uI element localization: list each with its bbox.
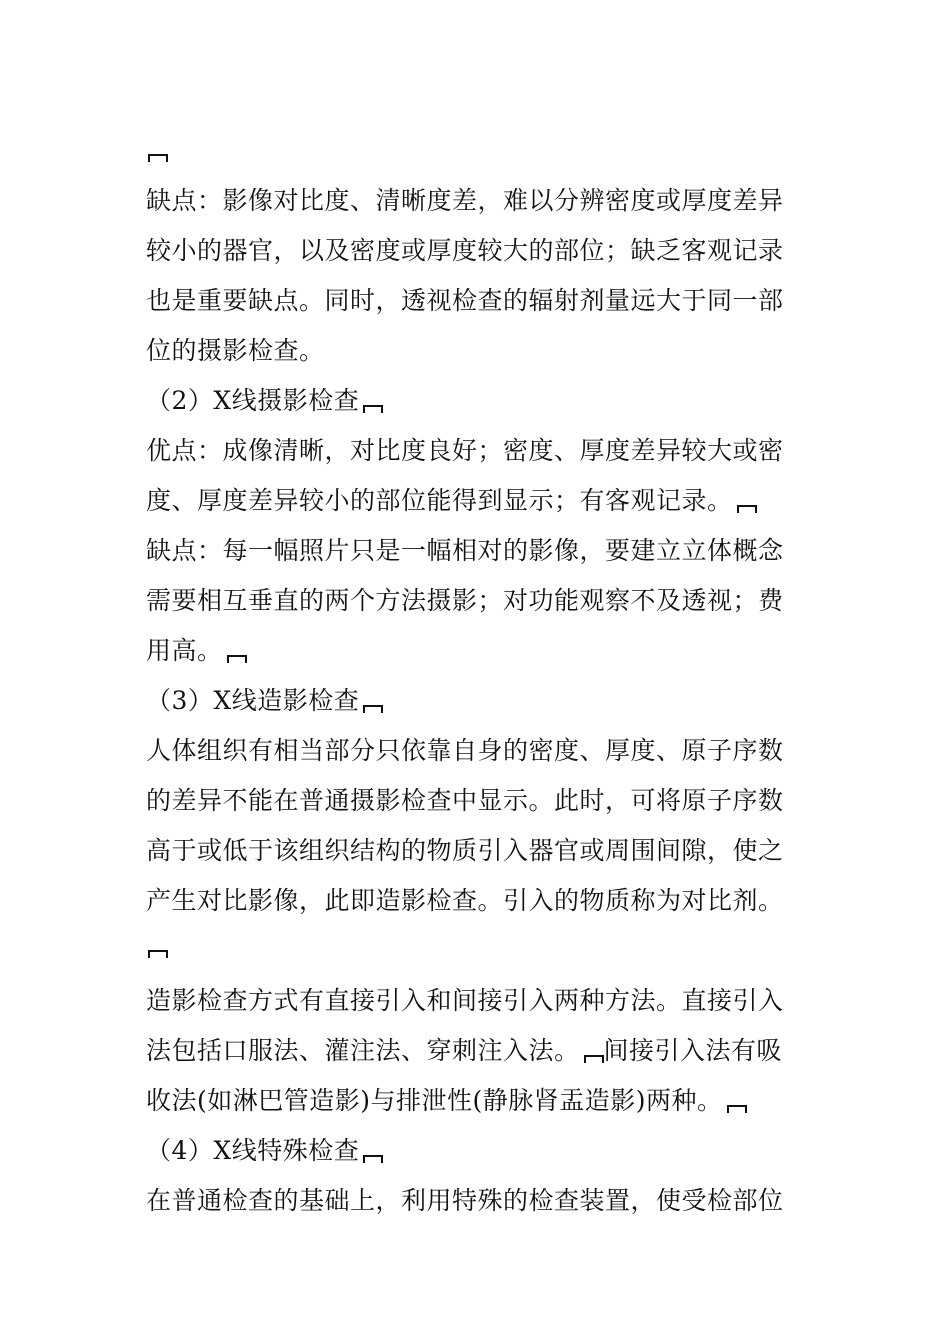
- text-line: [146, 636, 247, 666]
- text-line: 产生对比影像，此即造影检查。引入的物质称为对比剂。: [146, 886, 784, 915]
- paragraph-mark-icon: [363, 1155, 383, 1163]
- heading-text: （2）X线摄影检查: [146, 386, 360, 415]
- text-segment: 度、厚度差异较小的部位能得到显示；有客观记录。: [146, 486, 733, 515]
- text-segment: 法包括口服法、灌注法、穿刺注入法。: [146, 1036, 580, 1065]
- text-line: 优点：成像清晰，对比度良好；密度、厚度差异较大或密: [146, 436, 784, 465]
- text-segment: 收法(如淋巴管造影)与排泄性(静脉肾盂造影)两种。: [146, 1086, 723, 1115]
- paragraph-mark-icon: [148, 950, 168, 958]
- section-heading: [146, 386, 383, 416]
- text-line: 的差异不能在普通摄影检查中显示。此时，可将原子序数: [146, 786, 784, 815]
- text-line: 也是重要缺点。同时，透视检查的辐射剂量远大于同一部: [146, 286, 784, 315]
- text-line: 位的摄影检查。: [146, 336, 325, 365]
- paragraph-mark-icon: [148, 154, 168, 162]
- text-line: [146, 486, 757, 516]
- section-heading: [146, 686, 383, 716]
- text-line: [146, 1086, 747, 1116]
- paragraph-mark-icon: [737, 505, 757, 513]
- text-line: 需要相互垂直的两个方法摄影；对功能观察不及透视；费: [146, 586, 784, 615]
- paragraph-mark-icon: [727, 1105, 747, 1113]
- text-line: 缺点：每一幅照片只是一幅相对的影像，要建立立体概念: [146, 536, 784, 565]
- paragraph-mark-icon: [227, 655, 247, 663]
- text-segment: 用高。: [146, 636, 223, 665]
- heading-text: （3）X线造影检查: [146, 686, 360, 715]
- text-line: [146, 1036, 782, 1066]
- heading-text: （4）X线特殊检查: [146, 1136, 360, 1165]
- text-line: 人体组织有相当部分只依靠自身的密度、厚度、原子序数: [146, 736, 784, 765]
- text-line: 缺点：影像对比度、清晰度差，难以分辨密度或厚度差异: [146, 186, 784, 215]
- text-line: 造影检查方式有直接引入和间接引入两种方法。直接引入: [146, 986, 784, 1015]
- paragraph-mark-icon: [584, 1055, 604, 1063]
- text-line: 高于或低于该组织结构的物质引入器官或周围间隙，使之: [146, 836, 784, 865]
- text-segment: 间接引入法有吸: [603, 1036, 783, 1065]
- paragraph-mark-icon: [363, 705, 383, 713]
- text-line: 较小的器官，以及密度或厚度较大的部位；缺乏客观记录: [146, 236, 784, 265]
- section-heading: [146, 1136, 383, 1166]
- paragraph-mark-icon: [363, 405, 383, 413]
- text-line: 在普通检查的基础上，利用特殊的检查装置，使受检部位: [146, 1186, 784, 1215]
